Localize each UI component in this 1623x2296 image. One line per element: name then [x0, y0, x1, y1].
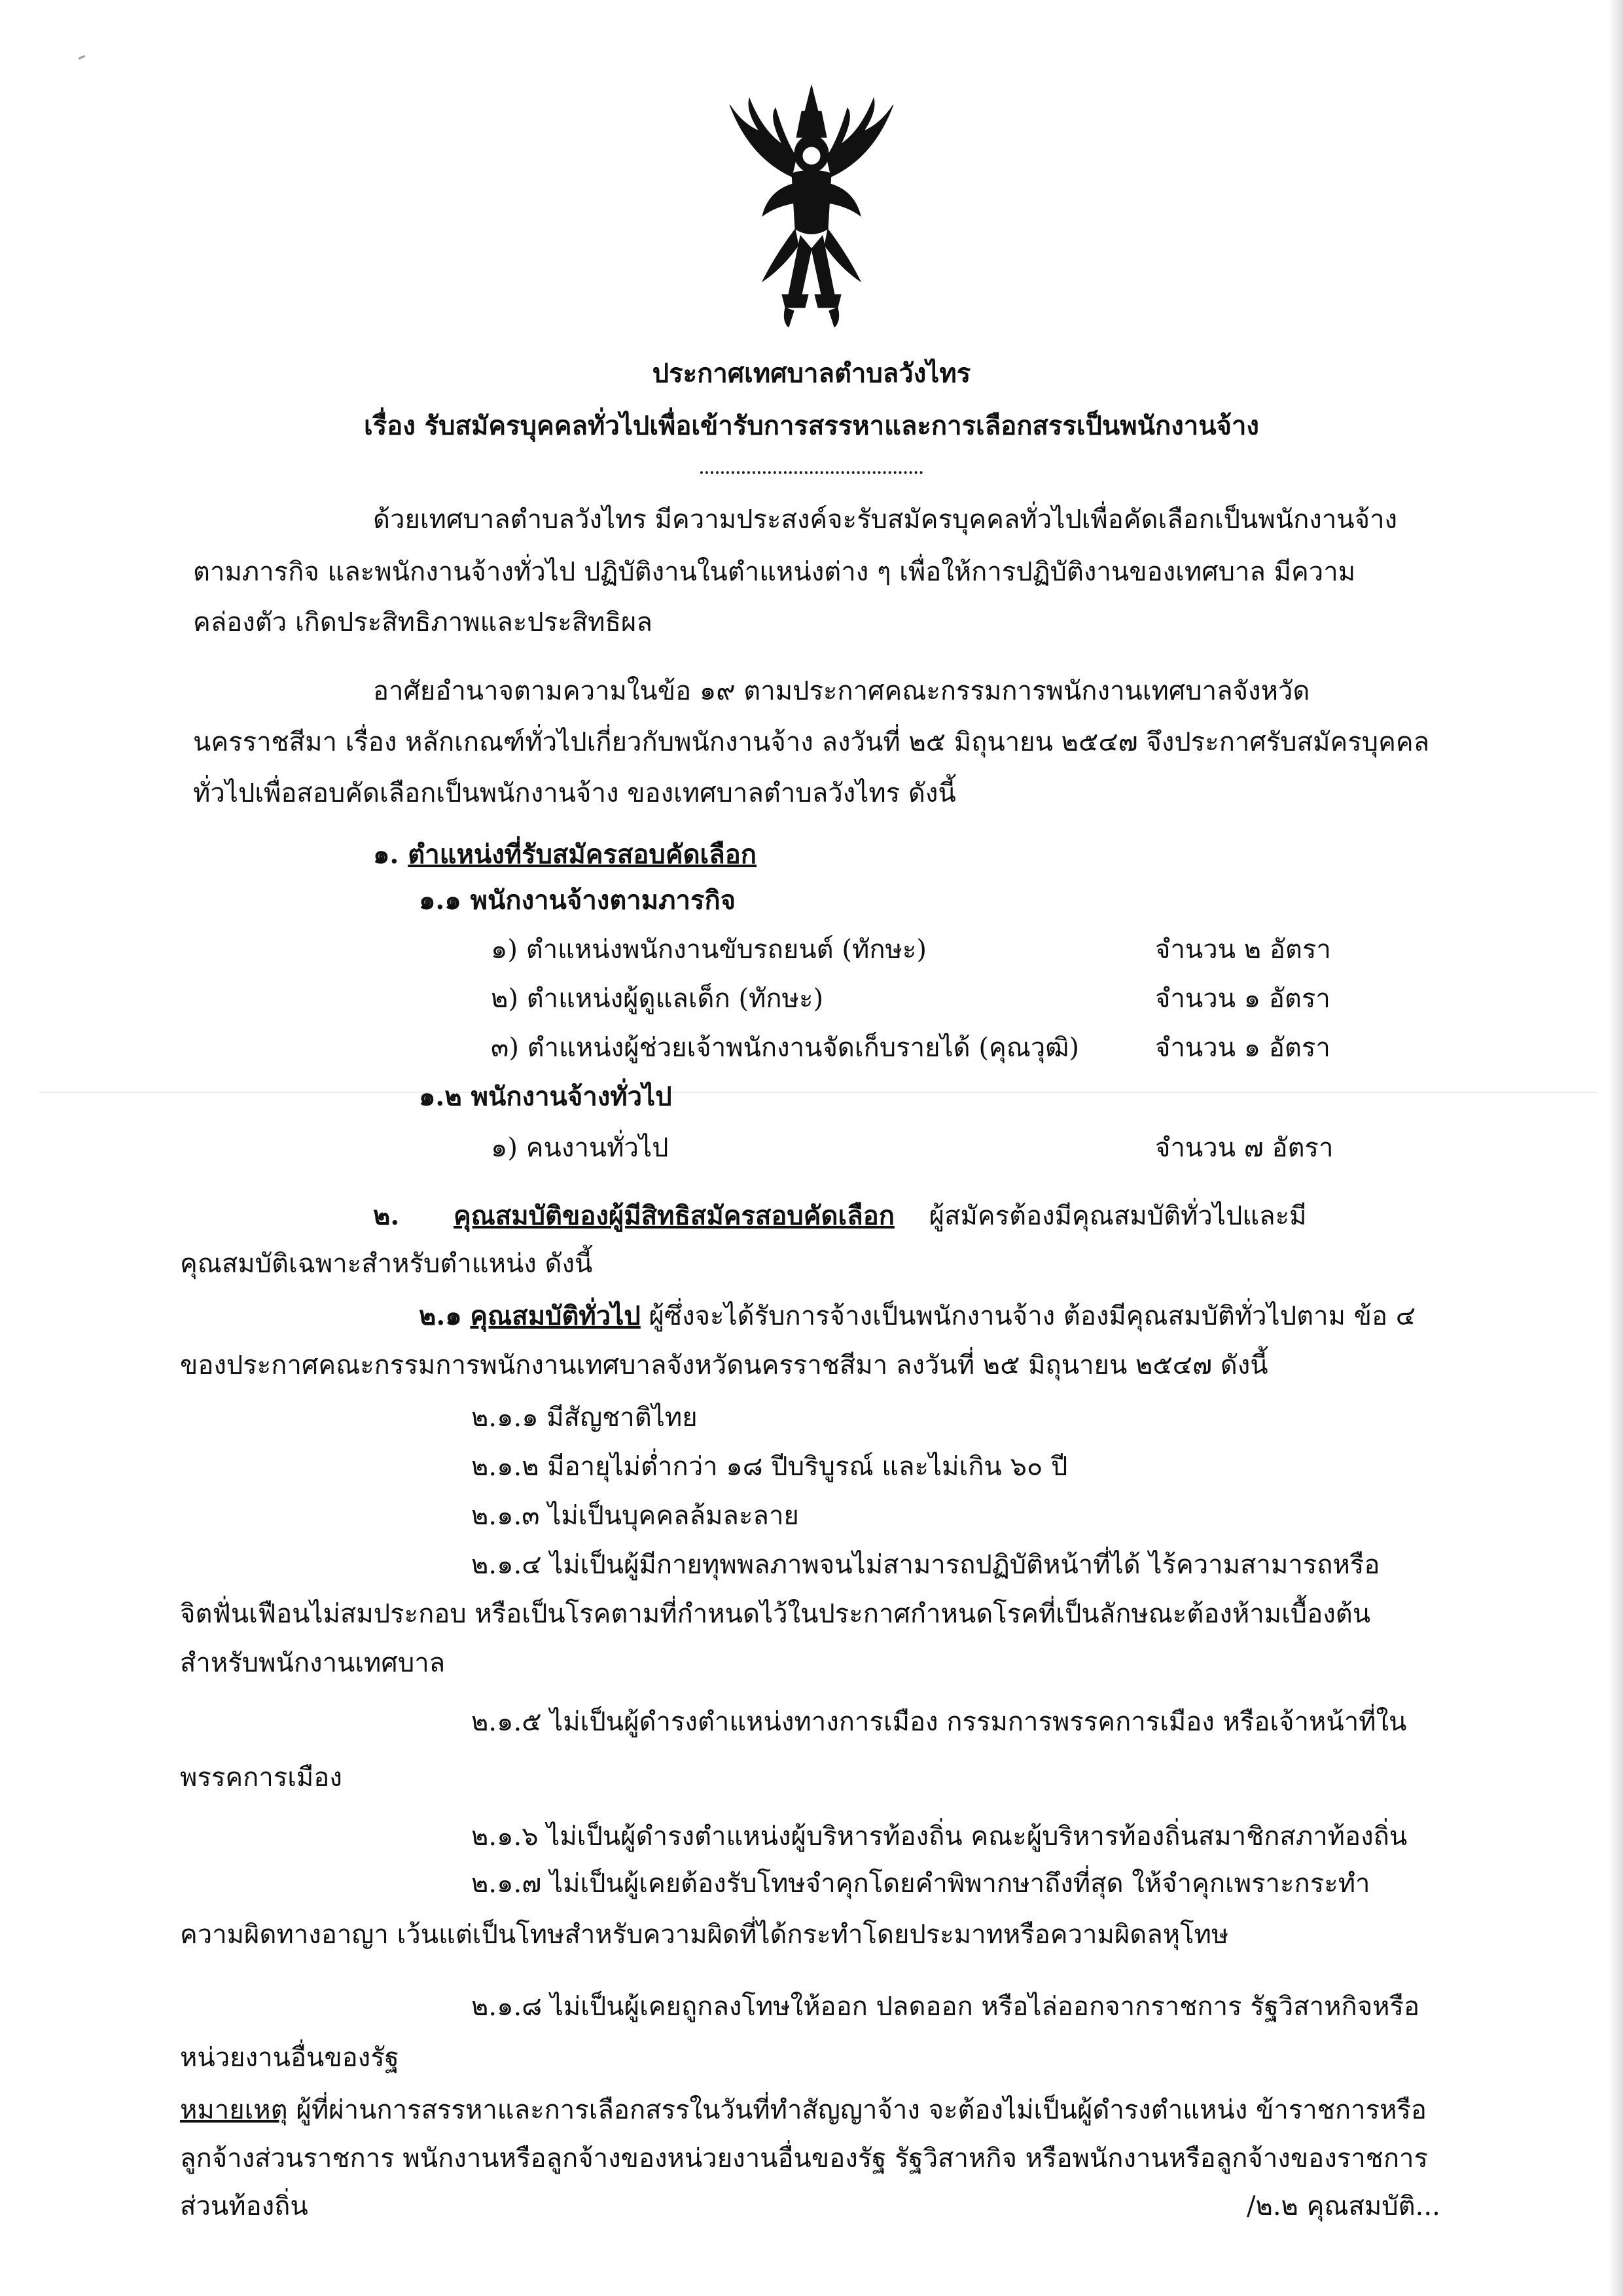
- sub1-number: ๒.๑: [419, 1300, 462, 1331]
- announcement-subject: เรื่อง รับสมัครบุคคลทั่วไปเพื่อเข้ารับการสรรหาและการเลือกสรรเป็นพนักงานจ้าง: [364, 410, 1259, 441]
- scan-speck: [79, 55, 85, 60]
- note-line1: [180, 2093, 1427, 2127]
- position-item: ๒) ตำแหน่งผู้ดูแลเด็ก (ทักษะ): [491, 984, 824, 1014]
- page-edge-shadow: [1609, 0, 1623, 2296]
- continuation-marker: /๒.๒ คุณสมบัติ...: [1247, 2191, 1440, 2221]
- qualification-item: ๒.๑.๕ ไม่เป็นผู้ดำรงตำแหน่งทางการเมือง กรรมการพรรคการเมือง หรือเจ้าหน้าที่ใน: [471, 1707, 1407, 1737]
- section1-title: ตำแหน่งที่รับสมัครสอบคัดเลือก: [408, 839, 757, 870]
- intro-p2-line2: นครราชสีมา เรื่อง หลักเกณฑ์ทั่วไปเกี่ยวกับพนักงานจ้าง ลงวันที่ ๒๕ มิถุนายน ๒๕๔๗ จึงประกาศรับสมัครบุคคล: [193, 727, 1430, 757]
- qualification-item: ๒.๑.๖ ไม่เป็นผู้ดำรงตำแหน่งผู้บริหารท้องถิ่น คณะผู้บริหารท้องถิ่นสมาชิกสภาท้องถิ่น: [471, 1821, 1408, 1852]
- qualification-item-cont: สำหรับพนักงานเทศบาล: [180, 1648, 446, 1678]
- garuda-emblem-icon: [723, 85, 900, 327]
- section2-title-rest: ผู้สมัครต้องมีคุณสมบัติทั่วไปและมี: [929, 1201, 1307, 1231]
- section1-number: ๑.: [373, 839, 399, 870]
- section2-line2: คุณสมบัติเฉพาะสำหรับตำแหน่ง ดังนี้: [180, 1249, 593, 1279]
- sub1-heading: [419, 1299, 1416, 1333]
- qualification-item-cont: หน่วยงานอื่นของรัฐ: [180, 2043, 399, 2073]
- header-dotted-separator: [700, 465, 923, 474]
- note-line3: ส่วนท้องถิ่น: [180, 2191, 308, 2221]
- qualification-item-cont: จิตฟั่นเฟือนไม่สมประกอบ หรือเป็นโรคตามที่กำหนดไว้ในประกาศกำหนดโรคที่เป็นลักษณะต้องห้ามเบื้องต้น: [180, 1599, 1371, 1629]
- qualification-item: ๒.๑.๒ มีอายุไม่ต่ำกว่า ๑๘ ปีบริบูรณ์ และไม่เกิน ๖๐ ปี: [471, 1452, 1068, 1482]
- position-item: ๓) ตำแหน่งผู้ช่วยเจ้าพนักงานจัดเก็บรายได้ (คุณวุฒิ): [491, 1033, 1080, 1063]
- intro-p1-line2: ตามภารกิจ และพนักงานจ้างทั่วไป ปฏิบัติงานในตำแหน่งต่าง ๆ เพื่อให้การปฏิบัติงานของเทศบาล มีความ: [193, 557, 1356, 587]
- position-count: จำนวน ๒ อัตรา: [1155, 935, 1331, 965]
- note-label: หมายเหตุ: [180, 2095, 288, 2125]
- position-item: ๑) คนงานทั่วไป: [491, 1133, 669, 1163]
- announcement-title: ประกาศเทศบาลตำบลวังไทร: [652, 358, 971, 389]
- group-1-2-label: ๑.๒ พนักงานจ้างทั่วไป: [419, 1081, 672, 1112]
- group-1-1-label: ๑.๑ พนักงานจ้างตามภารกิจ: [419, 885, 736, 916]
- sub1-title: คุณสมบัติทั่วไป: [470, 1300, 641, 1331]
- section1-heading: [373, 838, 757, 872]
- intro-p1-line3: คล่องตัว เกิดประสิทธิภาพและประสิทธิผล: [193, 607, 652, 637]
- qualification-item: ๒.๑.๔ ไม่เป็นผู้มีกายทุพพลภาพจนไม่สามารถปฏิบัติหน้าที่ได้ ไร้ความสามารถหรือ: [471, 1550, 1380, 1580]
- intro-p2-line3: ทั่วไปเพื่อสอบคัดเลือกเป็นพนักงานจ้าง ของเทศบาลตำบลวังไทร ดังนี้: [193, 778, 956, 808]
- section2-heading: [373, 1199, 1307, 1233]
- qualification-item-cont: ความผิดทางอาญา เว้นแต่เป็นโทษสำหรับความผิดที่ได้กระทำโดยประมาทหรือความผิดลหุโทษ: [180, 1920, 1229, 1950]
- qualification-item: ๒.๑.๘ ไม่เป็นผู้เคยถูกลงโทษให้ออก ปลดออก หรือไล่ออกจากราชการ รัฐวิสาหกิจหรือ: [471, 1992, 1420, 2022]
- qualification-item-cont: พรรคการเมือง: [180, 1763, 342, 1793]
- position-count: จำนวน ๗ อัตรา: [1155, 1133, 1334, 1163]
- position-count: จำนวน ๑ อัตรา: [1155, 1033, 1330, 1063]
- qualification-item: ๒.๑.๗ ไม่เป็นผู้เคยต้องรับโทษจำคุกโดยคำพิพากษาถึงที่สุด ให้จำคุกเพราะกระทำ: [471, 1869, 1370, 1899]
- note-text: ผู้ที่ผ่านการสรรหาและการเลือกสรรในวันที่ทำสัญญาจ้าง จะต้องไม่เป็นผู้ดำรงตำแหน่ง ข้าราชการหรือ: [296, 2095, 1427, 2125]
- section2-number: ๒.: [373, 1200, 400, 1231]
- qualification-item: ๒.๑.๓ ไม่เป็นบุคคลล้มละลาย: [471, 1501, 799, 1531]
- position-item: ๑) ตำแหน่งพนักงานขับรถยนต์ (ทักษะ): [491, 935, 927, 965]
- qualification-item: ๒.๑.๑ มีสัญชาติไทย: [471, 1403, 698, 1433]
- position-count: จำนวน ๑ อัตรา: [1155, 984, 1330, 1014]
- page-fold-line: [39, 1092, 1597, 1093]
- section2-title: คุณสมบัติของผู้มีสิทธิสมัครสอบคัดเลือก: [454, 1200, 895, 1231]
- sub1-line2: ของประกาศคณะกรรมการพนักงานเทศบาลจังหวัดนครราชสีมา ลงวันที่ ๒๕ มิถุนายน ๒๕๔๗ ดังนี้: [180, 1350, 1268, 1380]
- intro-p1-line1: ด้วยเทศบาลตำบลวังไทร มีความประสงค์จะรับสมัครบุคคลทั่วไปเพื่อคัดเลือกเป็นพนักงานจ้าง: [373, 505, 1398, 535]
- note-line2: ลูกจ้างส่วนราชการ พนักงานหรือลูกจ้างของหน่วยงานอื่นของรัฐ รัฐวิสาหกิจ หรือพนักงานหรือลูกจ้างของราชการ: [180, 2144, 1428, 2174]
- intro-p2-line1: อาศัยอำนาจตามความในข้อ ๑๙ ตามประกาศคณะกรรมการพนักงานเทศบาลจังหวัด: [373, 676, 1310, 706]
- sub1-rest: ผู้ซึ่งจะได้รับการจ้างเป็นพนักงานจ้าง ต้องมีคุณสมบัติทั่วไปตาม ข้อ ๔: [649, 1301, 1416, 1331]
